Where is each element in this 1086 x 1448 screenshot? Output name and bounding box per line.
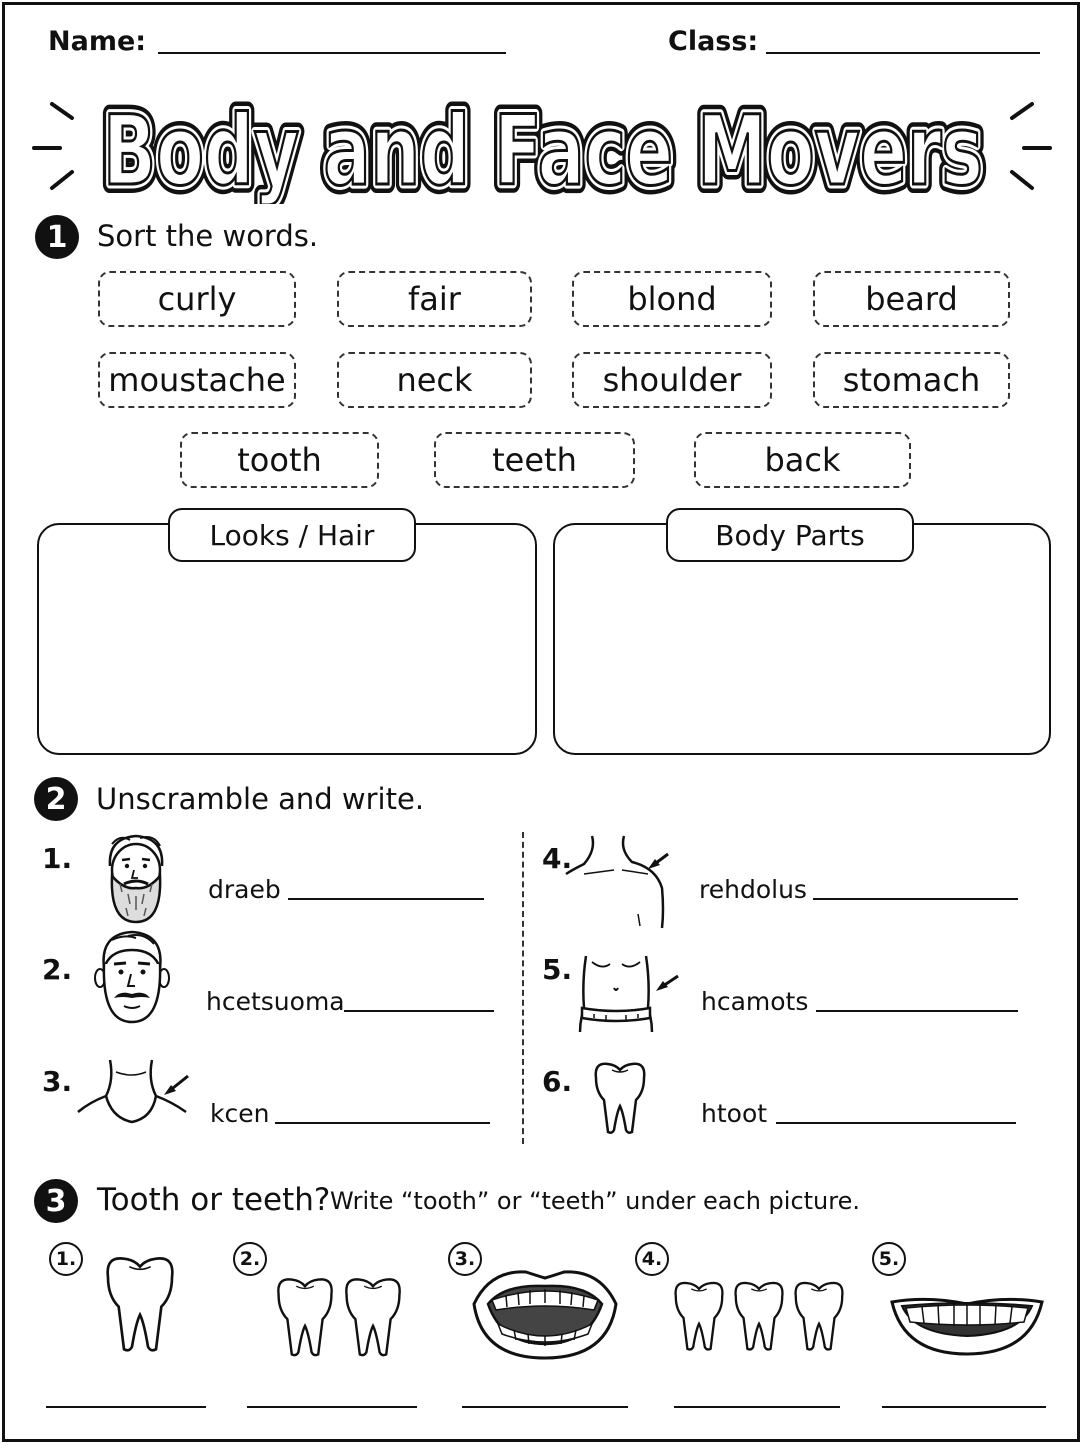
word-card[interactable]: stomach (813, 352, 1010, 408)
section-3-instruction: Write “tooth” or “teeth” under each picture. (330, 1187, 861, 1215)
picture-number: 3. (448, 1242, 482, 1276)
scrambled-word: draeb (208, 875, 281, 904)
answer-line[interactable] (462, 1406, 628, 1408)
three-teeth-icon-c (790, 1276, 848, 1356)
class-label: Class: (668, 26, 759, 57)
word-card[interactable]: fair (337, 271, 532, 327)
scrambled-word: kcen (210, 1099, 270, 1128)
item-number: 4. (542, 842, 573, 875)
answer-line[interactable] (776, 1122, 1016, 1124)
picture-number: 4. (635, 1242, 669, 1276)
answer-line[interactable] (247, 1406, 417, 1408)
picture-number: 5. (872, 1242, 906, 1276)
two-teeth-icon-b (340, 1272, 406, 1362)
svg-text:Body and Face Movers: Body and Face Movers (103, 95, 983, 204)
scrambled-word: htoot (701, 1099, 768, 1128)
word-card[interactable]: shoulder (572, 352, 772, 408)
class-field[interactable] (766, 52, 1040, 54)
name-field[interactable] (158, 52, 506, 54)
worksheet-title (30, 72, 1056, 204)
shoulder-icon (564, 834, 676, 930)
bearded-face-icon (100, 832, 172, 924)
item-number: 3. (42, 1065, 73, 1098)
sparkle-left-icon (34, 104, 72, 188)
tooth-icon (590, 1060, 650, 1136)
answer-line[interactable] (813, 898, 1018, 900)
answer-line[interactable] (674, 1406, 840, 1408)
section-2-number: 2 (34, 777, 78, 821)
neck-icon (76, 1058, 192, 1128)
picture-number: 2. (233, 1242, 267, 1276)
answer-line[interactable] (288, 898, 484, 900)
scrambled-word: hcamots (701, 987, 809, 1016)
section-1-instruction: Sort the words. (97, 219, 319, 253)
answer-line[interactable] (275, 1122, 490, 1124)
word-card[interactable]: neck (337, 352, 532, 408)
section-2-instruction: Unscramble and write. (96, 782, 425, 816)
open-mouth-teeth-icon (470, 1262, 620, 1362)
answer-line[interactable] (46, 1406, 206, 1408)
three-teeth-icon-b (730, 1276, 788, 1356)
svg-text:Body and Face Movers: Body and Face Movers (103, 95, 983, 204)
section-1-number: 1 (35, 215, 79, 259)
svg-text:Body and Face Movers: Body and Face Movers (103, 95, 983, 204)
word-card[interactable]: blond (572, 271, 772, 327)
word-card[interactable]: moustache (98, 352, 296, 408)
item-number: 6. (542, 1065, 573, 1098)
item-number: 2. (42, 953, 73, 986)
moustache-face-icon (94, 928, 170, 1026)
sparkle-right-icon (1012, 104, 1050, 188)
word-card[interactable]: beard (813, 271, 1010, 327)
word-card[interactable]: back (694, 432, 911, 488)
answer-line[interactable] (344, 1010, 494, 1012)
section-3-instruction-bold: Tooth or teeth? (97, 1182, 331, 1218)
name-label: Name: (48, 26, 147, 57)
answer-line[interactable] (882, 1406, 1046, 1408)
looks-hair-label: Looks / Hair (168, 508, 416, 562)
two-teeth-icon-a (272, 1272, 338, 1362)
answer-line[interactable] (816, 1010, 1018, 1012)
item-number: 1. (42, 842, 73, 875)
picture-number: 1. (49, 1242, 83, 1276)
scrambled-word: hcetsuoma (206, 987, 345, 1016)
column-divider (522, 832, 524, 1144)
word-card[interactable]: teeth (434, 432, 635, 488)
word-card[interactable]: curly (98, 271, 296, 327)
three-teeth-icon-a (670, 1276, 728, 1356)
smile-teeth-icon (888, 1292, 1046, 1358)
stomach-icon (574, 952, 680, 1036)
scrambled-word: rehdolus (699, 875, 807, 904)
section-3-number: 3 (34, 1179, 78, 1223)
single-tooth-icon (100, 1248, 180, 1360)
body-parts-label: Body Parts (666, 508, 914, 562)
word-card[interactable]: tooth (180, 432, 379, 488)
item-number: 5. (542, 953, 573, 986)
